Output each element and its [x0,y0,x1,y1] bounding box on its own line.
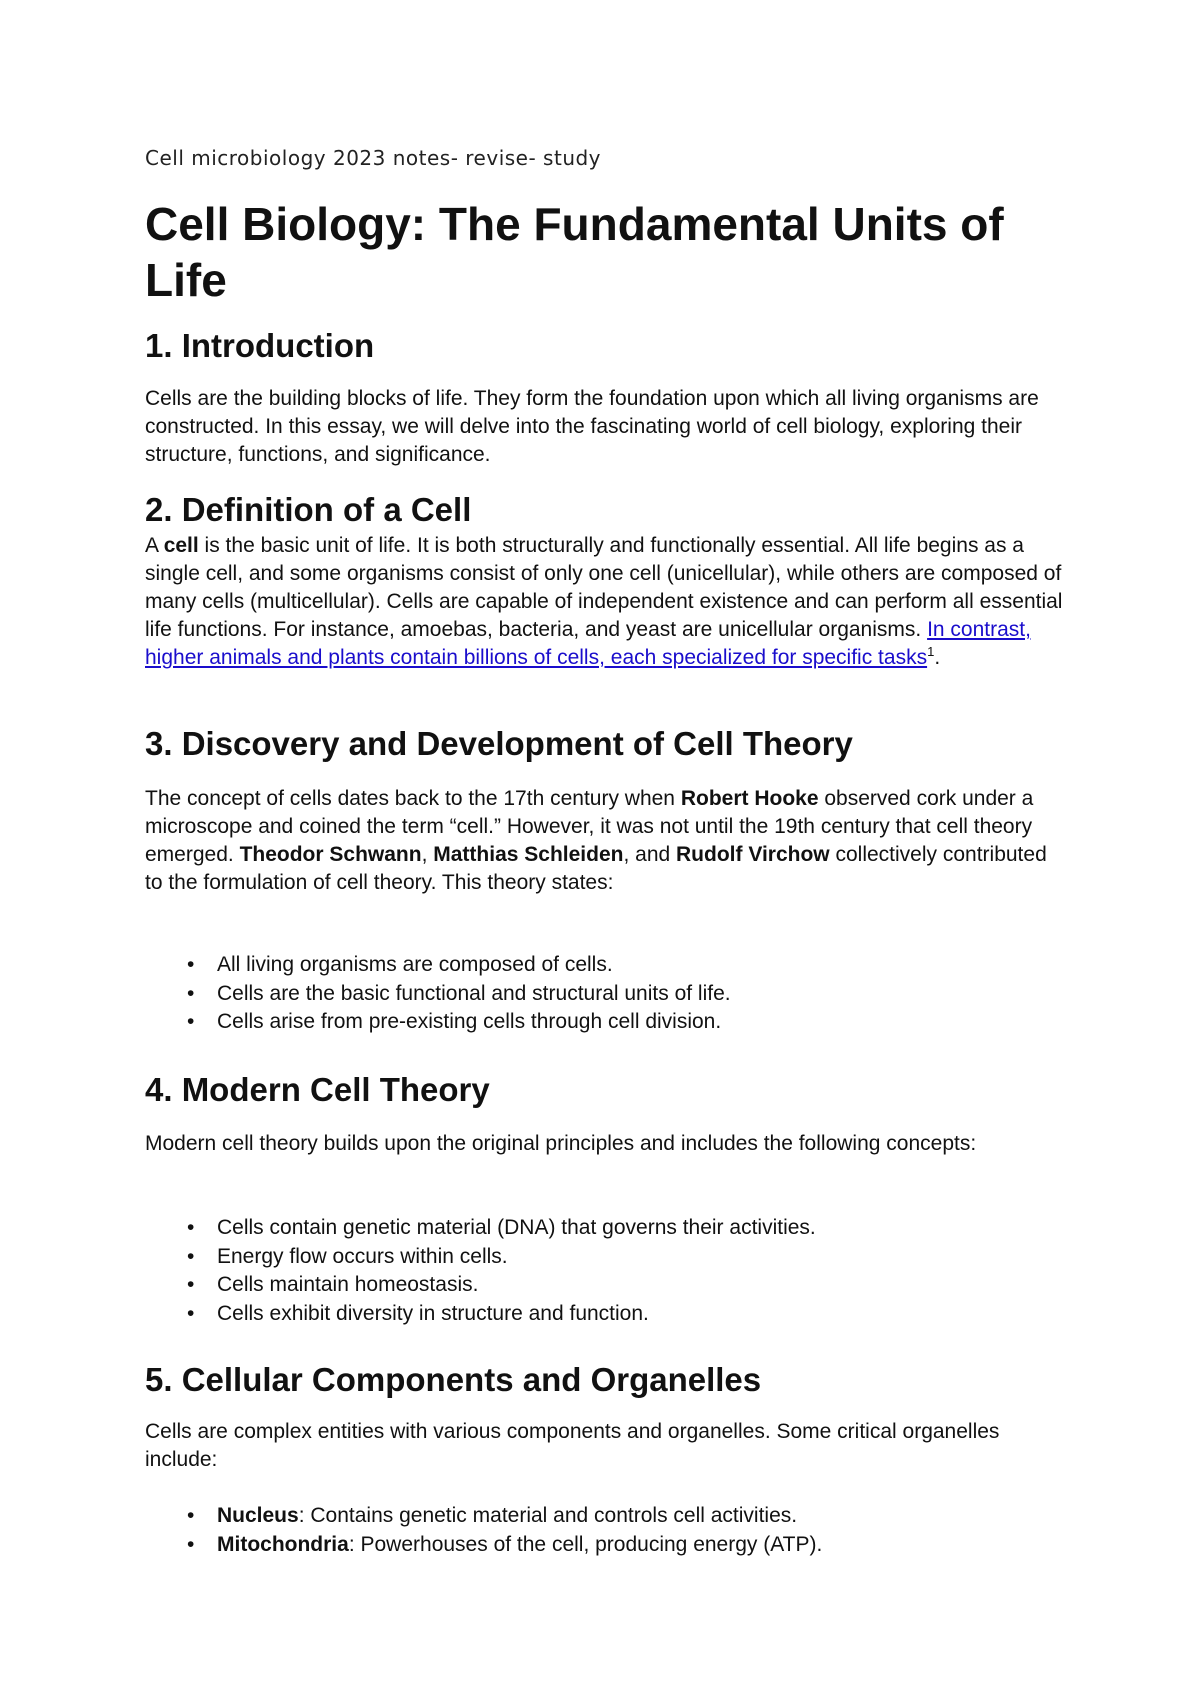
page-title: Cell Biology: The Fundamental Units of Life [145,198,1004,306]
heading-cellular-components: 5. Cellular Components and Organelles [145,1361,762,1398]
term-cell: cell [163,534,199,557]
definition-paragraph: A cell is the basic unit of life. It is both structurally and functionally essential. All life begins as a single cell, and some organisms consist of only one cell (unicellular), while others are composed of many cells (multicellular). Cells are capable of independent existence and can perform all essential life functions. For instance, amoebas, bacteria, and yeast are unicellular organisms. In contrast, higher animals and plants contain billions of cells, each specialized for specific tasks$^1$. [145,534,1063,669]
introduction-paragraph: Cells are the building blocks of life. They form the foundation upon which all living organisms are constructed. In this essay, we will delve into the fascinating world of cell biology, exploring their structure, functions, and significance. [145,387,1039,466]
list-item: • Cells maintain homeostasis. [145,1271,816,1300]
footnote-marker[interactable]: 1 [927,644,935,659]
list-item: • Nucleus: Contains genetic material and controls cell activities. [145,1502,822,1531]
heading-definition: 2. Definition of a Cell [145,491,472,528]
bullet-icon: • [187,1010,195,1033]
name-robert-hooke: Robert Hooke [680,787,819,810]
name-matthias-schleiden: Matthias Schleiden [433,843,624,866]
discovery-paragraph: The concept of cells dates back to the 17th century when Robert Hooke observed cork under a microscope and coined the term “cell.” However, it was not until the 19th century that cell theory emerged. Theodor Schwann, Matthias Schleiden, and Rudolf Virchow collectively contributed to the formulation of cell theory. This theory states: [145,787,1047,894]
bullet-icon: • [187,1504,195,1527]
bullet-icon: • [187,1244,195,1268]
document-subtitle: Cell microbiology 2023 notes- revise- study [145,146,602,170]
components-paragraph: Cells are complex entities with various components and organelles. Some critical organelles include: [145,1420,1000,1471]
bullet-icon: • [187,953,195,976]
list-item: • Energy flow occurs within cells. [145,1243,816,1272]
bullet-icon: • [187,981,195,1005]
organelles-list [145,1502,822,1559]
name-rudolf-virchow: Rudolf Virchow [676,843,830,866]
reference-link[interactable]: In contrast, higher animals and plants contain billions of cells, each specialized for specific tasks [145,618,1031,669]
bullet-icon: • [187,1216,195,1239]
list-item: • All living organisms are composed of cells. [145,951,731,980]
list-item: • Cells exhibit diversity in structure and function. [145,1300,816,1329]
bullet-icon: • [187,1532,195,1556]
term-mitochondria: Mitochondria [217,1532,349,1556]
list-item: • Cells contain genetic material (DNA) that governs their activities. [145,1214,816,1243]
term-nucleus: Nucleus [217,1504,299,1527]
modern-theory-list [145,1214,816,1328]
bullet-icon: • [187,1273,195,1296]
list-item: • Cells arise from pre-existing cells through cell division. [145,1008,731,1037]
heading-discovery: 3. Discovery and Development of Cell Theory [145,725,853,762]
name-theodor-schwann: Theodor Schwann [239,843,422,866]
modern-theory-paragraph: Modern cell theory builds upon the original principles and includes the following concepts: [145,1132,977,1155]
heading-modern-cell-theory: 4. Modern Cell Theory [145,1071,490,1108]
bullet-icon: • [187,1301,195,1325]
list-item: • Mitochondria: Powerhouses of the cell, producing energy (ATP). [145,1531,822,1560]
cell-theory-list [145,951,731,1037]
list-item: • Cells are the basic functional and structural units of life. [145,980,731,1009]
heading-introduction: 1. Introduction [145,327,375,364]
